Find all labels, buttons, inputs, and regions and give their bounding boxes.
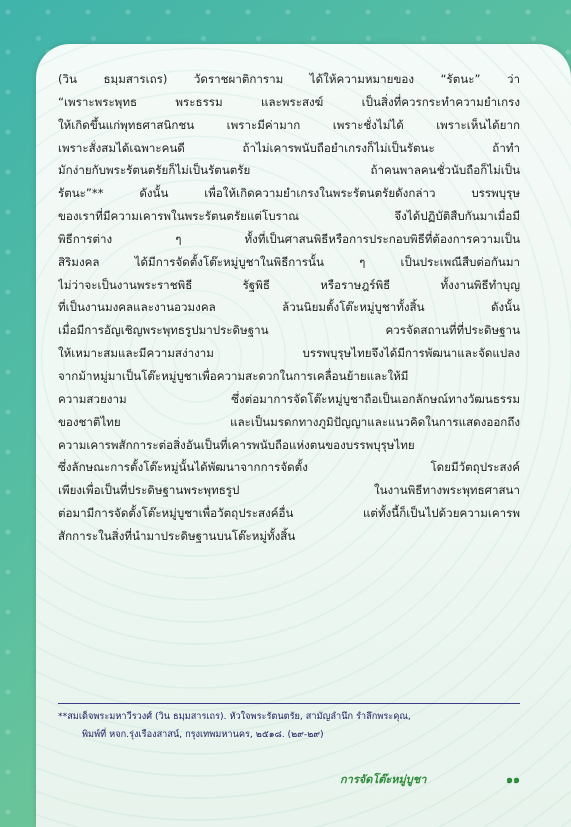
body-line: รัตนะ”** ดังนั้น เพื่อให้เกิดความยำเกรงในพระรัตนตรัยดังกล่าว บรรพบุรุษ: [58, 186, 520, 201]
footnote-publisher: พิมพ์ที่ หจก.รุ่งเรืองสาสน์, กรุงเทพมหานคร, ๒๕๑๘. (๒๙-๒๙): [82, 729, 324, 740]
body-line: ไม่ว่าจะเป็นงานพระราชพิธี รัฐพิธี หรือราษฎร์พิธี ทั้งงานพิธีทำบุญ: [58, 277, 520, 292]
body-line: ของเราที่มีความเคารพในพระรัตนตรัยแต่โบราณ จึงได้ปฏิบัติสืบกันมาเมื่อมี: [58, 209, 520, 224]
body-line: ความสวยงาม ซึ่งต่อมาการจัดโต๊ะหมู่บูชาถือเป็นเอกลักษณ์ทางวัฒนธรรม: [58, 391, 520, 406]
body-line: ต่อมามีการจัดตั้งโต๊ะหมู่บูชาเพื่อวัตถุประสงค์อื่น แต่ทั้งนี้ก็เป็นไปด้วยความเคารพ: [58, 506, 520, 521]
footnote-divider: [58, 703, 520, 704]
body-line: ที่เป็นงานมงคลและงานอวมงคล ล้วนนิยมตั้งโต๊ะหมู่บูชาทั้งสิ้น ดังนั้น: [58, 300, 520, 315]
book-title: การจัดโต๊ะหมู่บูชา: [340, 773, 427, 786]
body-line: สักการะในสิ่งที่นำมาประดิษฐานบนโต๊ะหมู่ทั้งสิ้น: [58, 528, 296, 543]
body-line: เพียงเพื่อเป็นที่ประดิษฐานพระพุทธรูป ในงานพิธีทางพระพุทธศาสนา: [58, 483, 520, 498]
page-number: ๑๑: [506, 773, 520, 786]
body-text: [58, 68, 520, 548]
body-line: ความเคารพสักการะต่อสิ่งอันเป็นที่เคารพนับถือแห่งตนของบรรพบุรุษไทย: [58, 437, 415, 452]
body-line: ซึ่งลักษณะการตั้งโต๊ะหมู่นั้นได้พัฒนาจากการจัดตั้ง โดยมีวัตถุประสงค์: [58, 460, 520, 475]
body-line: “เพราะพระพุทธ พระธรรม และพระสงฆ์ เป็นสิ่งที่ควรกระทำความยำเกรง: [58, 94, 520, 109]
body-line: มักง่ายกับพระรัตนตรัยก็ไม่เป็นรัตนตรัย ถ้าคนพาลคนชั่วนับถือก็ไม่เป็น: [58, 163, 520, 178]
body-line: ให้เหมาะสมและมีความสง่างาม บรรพบุรุษไทยจึงได้มีการพัฒนาและจัดแปลง: [58, 346, 520, 361]
footnote: [58, 708, 528, 744]
body-line: (วิน ธมฺมสารเถร) วัดราชผาติการาม ได้ให้ความหมายของ “รัตนะ” ว่า: [58, 72, 520, 86]
body-line: พิธีการต่าง ๆ ทั้งที่เป็นศาสนพิธีหรือการประกอบพิธีที่ต้องการความเป็น: [58, 231, 520, 246]
body-line: สิริมงคล ได้มีการจัดตั้งโต๊ะหมู่บูชาในพิธีการนั้น ๆ เป็นประเพณีสืบต่อกันมา: [58, 254, 520, 269]
body-line: ให้เกิดขึ้นแก่พุทธศาสนิกชน เพราะมีค่ามาก เพราะชั่งไม่ได้ เพราะเห็นได้ยาก: [58, 117, 520, 132]
body-line: เพราะสั่งสมได้เฉพาะคนดี ถ้าไม่เคารพนับถือยำเกรงก็ไม่เป็นรัตนะ ถ้าทำ: [58, 140, 520, 155]
footnote-citation: **สมเด็จพระมหาวีรวงศ์ (วิน ธมฺมสารเถร). หัวใจพระรัตนตรัย, สามัญลำนึก รำลึกพระคุณ,: [58, 711, 411, 722]
body-line: ของชาติไทย และเป็นมรดกทางภูมิปัญญาและแนวคิดในการแสดงออกถึง: [58, 414, 520, 429]
page-footer: [340, 770, 520, 786]
body-line: เมื่อมีการอัญเชิญพระพุทธรูปมาประดิษฐาน ควรจัดสถานที่ที่ประดิษฐาน: [58, 323, 520, 338]
body-line: จากม้าหมู่มาเป็นโต๊ะหมู่บูชาเพื่อความสะดวกในการเคลื่อนย้ายและให้มี: [58, 368, 409, 383]
